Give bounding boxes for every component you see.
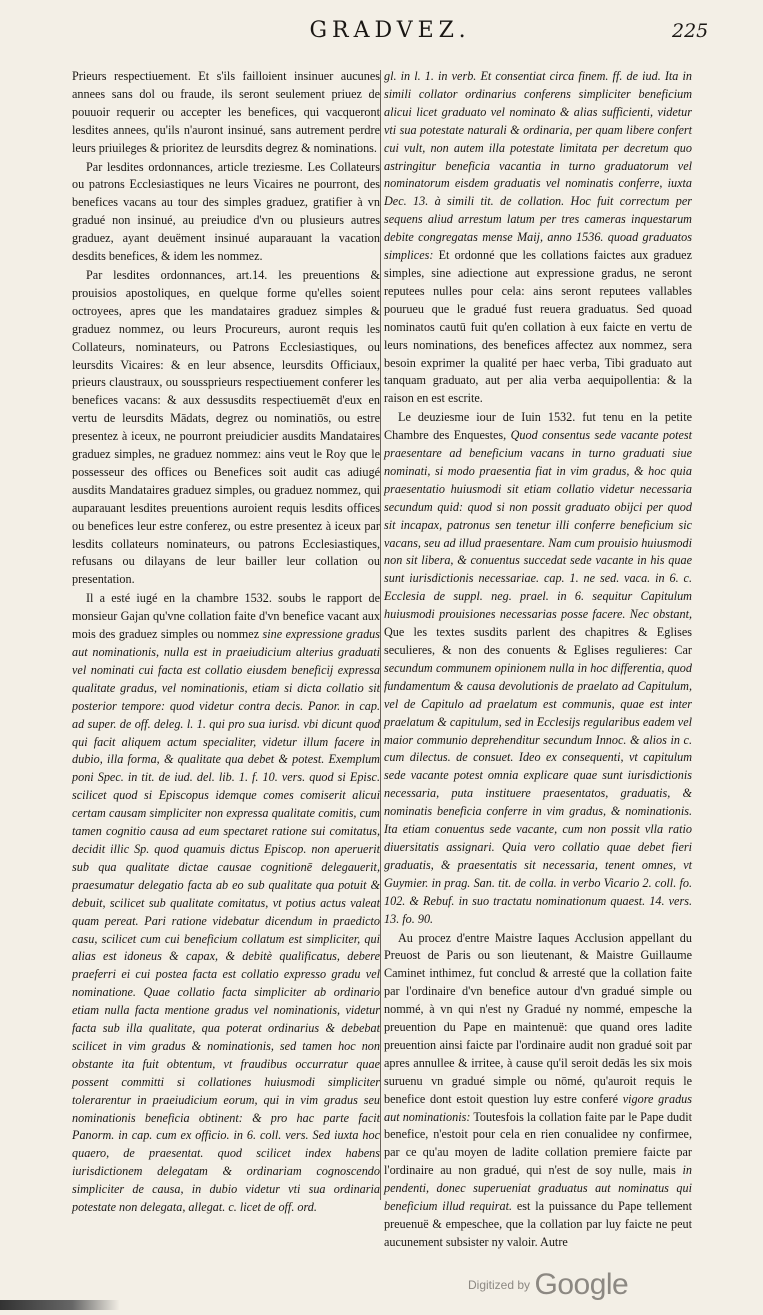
digitizer-watermark [468,1268,628,1302]
google-logo-text: Google [534,1268,629,1301]
left-column [72,68,380,1215]
paragraph [384,409,692,928]
latin-citation: vigore gradus aut nominationis: [384,1091,693,1124]
latin-citation: in pendenti, donec superueniat graduatus aut nominatus qui beneficium illud requirat. [384,1163,692,1214]
latin-citation: secundum communem opinionem nulla in hoc differentia, quod fundamentum & causa devolutionis de praelato ad Capitulum, vel de Capitulo ad praelatum est communis, quae est inter praelatum & capitulum, sed in Ecclesijs regularibus eadem vel maior communio deprehenditur secundum Innoc. & alios in c. cum dilectus. de consuet. [384,660,692,765]
french-text: Que les textes susdits parlent des chapitres & Eglises seculieres, & non des conuents & Eglises regulieres: Car [384,625,692,657]
paragraph [72,267,380,589]
paragraph [72,159,380,266]
right-column [384,68,693,1249]
column-divider [380,70,381,1200]
paragraph [72,68,380,158]
french-text: Prieurs respectiuement. Et s'ils failloient insinuer aucunes annees sans dol ou fraude, ils seront seulement priuez de pouuoir requerir ou accepter les benefices, qui vacqueront lesdites annees, qu'ils n'auront insinué, sans autrement perdre leurs priuileges & prioritez de leursdits degrez & nominations. [72,69,380,155]
french-text: Le deuziesme iour de Iuin 1532. fut tenu en la petite Chambre des Enquestes, [384,410,692,443]
french-text: Par lesdites ordonnances, article treziesme. Les Collateurs ou patrons Ecclesiastiques ne leurs Vicaires ne pourront, des benefices vacans au tour des simples graduez, gratifier à vn gradué non insinué, au preiudice d'vn ou plusieurs autres graduez, ayant deuëment insinué auparauant la vacation desdits benefices, & idem les nommez. [72,159,380,264]
paragraph [384,68,692,408]
french-text: Toutesfois la collation faite par le Pape dudit benefice, n'estoit pour cela en rien conualidee ny confirmee, par ce qu'au moyen de ladite collation premiere faicte par l'ordinaire au non gradué, qui n'est de soy nulle, mais [384,1109,692,1178]
latin-citation: Ideo ex consequenti, vt capitulum sede vacante potest omnia explicare quae sunt iurisdictionis necessaria, puta instituere praesentatos, graduatis, & nominatis beneficia conferre in vim gradus, & nominationis. Ita etiam conuentus sede vacante, cum non possit vlla ratio diuersitatis assignari. Quia vero collatio quae debet fieri graduatis, & praesentatis sit necessaria, tenent omnes, vt Guymier. in prag. San. tit. de colla. in verbo Vicario 2. coll. fo. 102. & Rebuf. in suo tractatu nominationum quaest. 14. vers. 13. fo. 90. [384,750,692,926]
latin-citation: Quod consentus sede vacante potest praesentare ad beneficium vacans in turno graduati siue nominati, si modo praesentia fiat in vim gradus, & hoc quia praesentatio huiusmodi sit etiam collatio videtur necessaria secundum quid: quod si non possit graduato obijci per quod sit incapax, patronus sen tenetur illi conferre beneficium sic vacans, seu ad illud praesentare. Nam cum prouisio huiusmodi non sit libera, & conuentus succedat sede vacante in his quae sunt iurisdictionis necessariae. cap. 1. ne sed. vaca. in 6. c. Ecclesia de suppl. neg. prael. in 6. sequitur Capitulum huiusmodi prouisiones necessarias posse facere. Nec obstant, [384,428,693,622]
paragraph [72,590,380,1217]
french-text: Au procez d'entre Maistre Iaques Acclusion appellant du Preuost de Paris ou son lieutenant, & Maistre Guillaume Caminet inthimez, fut conclud & arresté que la collation faite par l'ordinaire d'vn benefice autour d'vn gradué simple ou nommé, à vn qui n'est ny Gradué ny nommé, empesche la preuention du Pape en maintenuë: que quand ores ladite preuention ainsi faicte par l'ordinaire audit non gradué soit par apres annullee & irritee, à cause qu'il seroit dedās les six mois suruenu vn gradué simple ou nōmé, qu'auroit requis le benefice dont estoit question luy estre conferé [384,930,692,1106]
scan-edge-artifact [0,1300,120,1310]
french-text: est la puissance du Pape tellement preuenuë & empeschee, que la collation par luy faicte ne peut aucunement subsister ny valoir. Autre [384,1199,692,1249]
page-number: 225 [672,20,709,42]
paragraph [384,930,692,1252]
french-text: Par lesdites ordonnances, art.14. les preuentions & prouisios apostoliques, en quelque forme qu'elles soient octroyees, apres que les mandataires graduez simples & graduez nommez, ou leurs Procureurs, auront requis les Collateurs, nominateurs, ou Patrons Ecclesiastiques, ou leursdits Vicaires: & en leur absence, leursdits Officiaux, prieurs claustraux, ou soussprieurs respectiuement conferer les benefices vacans: & aux dessusdits respectiuemēt d'eux en vertu de leursdits Mādats, degrez ou nominatiōs, ou estre presentez à iceux, ne pourront preiudicier ausdits Mandataires graduez simples, ne graduez nommez: ains veut le Roy que le possesseur des offices ou Benefices soit audit cas adiugé ausdits Mandataires graduez simples, ou graduez nommez, qui auparauant lesdites preuentions auroient requis lesdits offices ou benefices leur estre conferez, ou estre presentez à iceux par lesdits collateurs nominateurs, ou patrons Ecclesiastiques, refusans ou dilayans de leur bailler leur collation ou presentation. [72,267,380,587]
latin-citation: sine expressione gradus aut nominationis, nulla est in praeiudicium alterius graduati vel nominati cui facta est collatio eiusdem beneficij expressa qualitate gradus, vel nominationis, etiam si dicta collatio sit posterior tempore: quod videtur contra decis. Panor. in cap. ad super. de off. deleg. l. 1. qui pro sua iurisd. vbi dicunt quod qui facit aliquem actum specialiter, videtur illum facere in dubio, illa forma, & qualitate qua debet & potest. Exemplum poni Spec. in tit. de iud. del. lib. 1. f. 10. vers. quod si Episc. scilicet quod si Episcopus idemque comes comiserit alicui certam causam simpliciter non expressa qualitate comitis, cum tamen cognitio causa ad eum spectaret ratione sui comitatus, decidit illic Sp. quod quamuis dictus Episcop. non aperuerit sub qua qualitate dictae causae cognitionē delegauerit, praesumatur delegatio facta ab eo sub qualitate qua potuit & debuit, scilicet sub qualitate comitatus, vt potius actus valeat quam pereat. Pari ratione videbatur dicendum in praedicto casu, scilicet cum cui beneficium collatum est simpliciter, qui alias est idoneus & capax, & debitè qualificatus, debere praeferri ei cui postea facta est collatio expresso gradu vel nominatione. Quae collatio facta simpliciter ab ordinario etiam nulla facta mentione gradus vel nominationis, videtur facta sub illa qualitate, qua poterat ordinarius & debebat scilicet in vim gradus & nominationis, sed tamen hoc non obstante ita fuit obtentum, vt fraudibus occurratur quae possent committi si collationes huiusmodi simpliciter tolerarentur in praeiudicium eorum, qui in vim gradus seu nominationis beneficia obtinent: & pro hac parte facit Panorm. in cap. cum ex officio. in 6. coll. vers. Sed iuxta hoc quaero, de praesentat. quod scilicet index habens iurisdictionem delegatam & ordinariam cognoscendo simpliciter de causa, in dubio videtur vti sua ordinaria potestate non delegata, allegat. c. licet de off. ord. [72,627,380,1215]
latin-citation: gl. in l. 1. in verb. Et consentiat circa finem. ff. de iud. Ita in simili collator ordinarius conferens simpliciter beneficium alicui licet graduato vel nominato & alias sufficienti, videtur vti sua potestate naturali & ordinaria, per quam libere confert cui vult, non autem illa potestate limitata per decretum quo astringitur beneficia vacantia in turno graduatorum vel nominatorum eisdem graduatis vel nominatis conferre, iuxta Dec. 13. à simili tit. de collation. Hoc fuit correctum per sequens aliud arrestum latum per tres cameras inquestarum debite congregatas mense Maij, anno 1536. quoad graduatos simplices: [384,69,692,263]
french-text: Il a esté iugé en la chambre 1532. soubs le rapport de monsieur Gajan qu'vne collation faite d'vn benefice vacant aux mois des graduez simples ou nommez [72,591,380,642]
french-text: Et ordonné que les collations faictes aux graduez simples, sine adiectione aut expressione gradus, ne seront reputees nulles pour cela: ains seront reputees vallables pourueu que le gradué fust reuera graduatus. Sed quoad nominatos cautū fuit qu'en collation à eux faicte en vertu de leurs nominations, des benefices affectez aux nommez, sera besoin exprimer la qualité per haec verba, Tibi graduato aut tanquam graduato, aut per alia verba aequipollentia: & la raison en est escrite. [384,248,692,406]
digitized-by-label: Digitized by [468,1278,531,1292]
running-header-title: GRADVEZ. [309,18,471,43]
